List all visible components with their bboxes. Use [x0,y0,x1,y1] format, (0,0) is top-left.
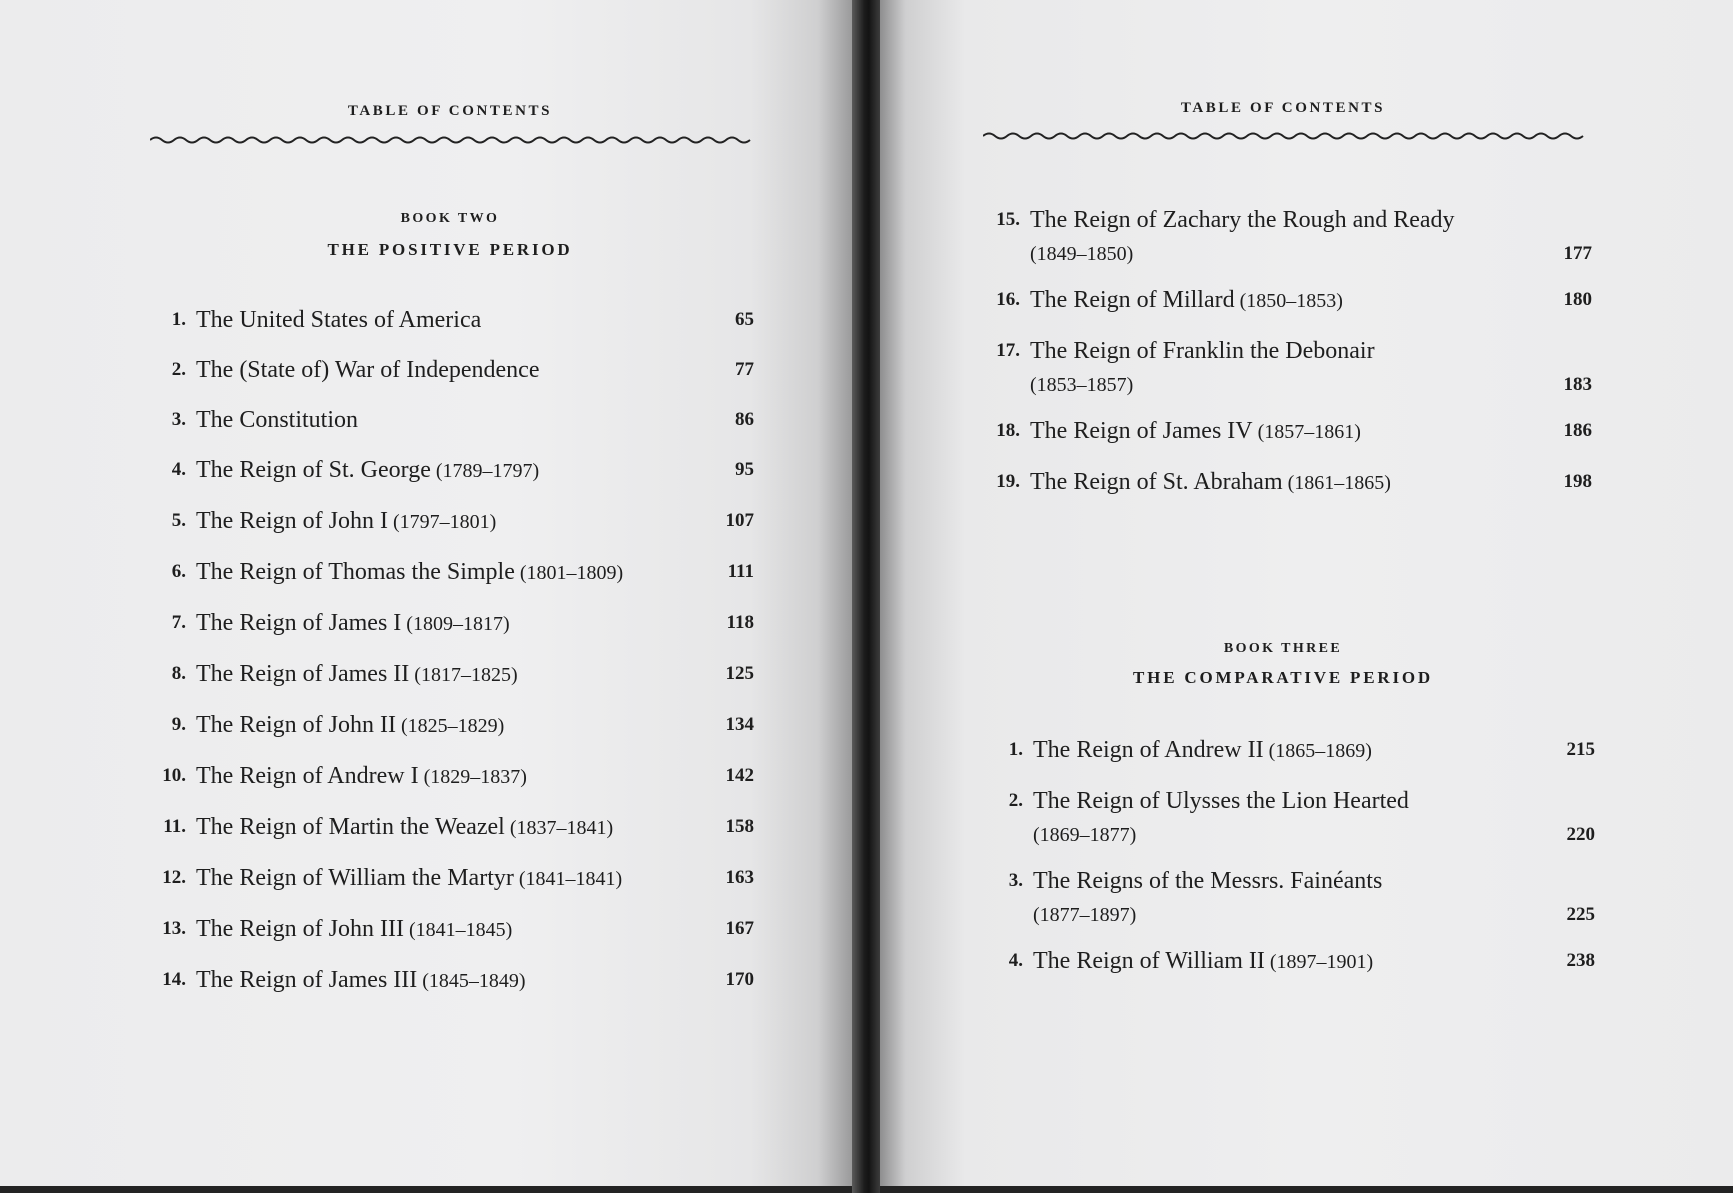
chapter-number: 12. [162,867,186,888]
toc-entry [138,759,754,794]
chapter-title-text: The Reigns of the Messrs. Fainéants [1033,868,1383,894]
chapter-title-text: The Reign of John I [196,508,388,534]
toc-entry [138,912,754,947]
chapter-years: (1841–1845) [403,919,513,941]
chapter-title-text: The Reign of Andrew I [196,763,419,789]
toc-list-left [138,303,754,1014]
chapter-title [196,403,694,437]
chapter-title [196,453,694,488]
toc-entry [972,334,1592,402]
chapter-title-text: The Reign of James I [196,610,402,636]
chapter-number: 17. [996,340,1020,361]
toc-entry [975,944,1595,979]
chapter-years: (1877–1897) [1033,904,1137,926]
chapter-title [1030,334,1532,402]
chapter-number: 2. [171,359,186,380]
chapter-number: 7. [171,612,186,633]
chapter-title-text: The Reign of St. Abraham [1030,469,1283,495]
running-head-right: TABLE OF CONTENTS [1180,100,1386,116]
chapter-number: 4. [171,459,186,480]
chapter-years: (1853–1857) [1030,374,1134,396]
page-number: 125 [725,663,754,684]
chapter-years: (1817–1825) [409,664,518,686]
toc-entry [138,555,754,590]
chapter-number: 14. [162,969,186,990]
page-number: 238 [1566,950,1595,971]
chapter-title-text: The Reign of John II [196,712,396,738]
chapter-title [1033,784,1535,852]
chapter-years: (1897–1901) [1264,951,1374,973]
chapter-title [1033,864,1535,932]
chapter-title [196,708,694,743]
toc-entry [138,657,754,692]
toc-list-right-bottom [975,733,1595,995]
chapter-title [196,861,694,896]
chapter-title [196,963,694,998]
page-number: 220 [1566,824,1595,845]
chapter-title [1033,944,1535,979]
page-number: 65 [735,309,754,330]
chapter-years: (1861–1865) [1282,472,1391,494]
toc-entry [138,403,754,437]
chapter-number: 10. [162,765,186,786]
book-label: BOOK TWO [400,211,500,226]
toc-entry [972,283,1592,318]
chapter-title-text: The Reign of James II [196,661,410,687]
chapter-title-text: The United States of America [196,307,482,333]
chapter-title [196,555,694,590]
running-head-left: TABLE OF CONTENTS [347,103,553,119]
toc-entry [138,810,754,845]
chapter-title [196,606,694,641]
chapter-title-text: The Reign of Martin the Weazel [196,814,505,840]
chapter-title-text: The (State of) War of Independence [196,357,540,383]
page-number: 77 [735,359,754,380]
chapter-years: (1845–1849) [417,970,526,992]
chapter-title-text: The Reign of William II [1033,948,1265,974]
chapter-number: 16. [996,289,1020,310]
page-number: 95 [735,459,754,480]
chapter-title [1030,414,1532,449]
chapter-title [196,657,694,692]
chapter-title [1030,283,1532,318]
toc-entry [138,708,754,743]
book-gutter [852,0,880,1193]
chapter-years: (1841–1841) [513,868,623,890]
chapter-number: 3. [1008,870,1023,891]
chapter-number: 13. [162,918,186,939]
chapter-number: 4. [1008,950,1023,971]
chapter-years: (1869–1877) [1033,824,1137,846]
chapter-title [1030,203,1532,271]
toc-entry [975,733,1595,768]
book-label: BOOK THREE [1223,641,1343,656]
page-number: 183 [1563,374,1592,395]
page-number: 186 [1563,420,1592,441]
chapter-number: 18. [996,420,1020,441]
chapter-title [196,504,694,539]
page-number: 158 [725,816,754,837]
page-number: 198 [1563,471,1592,492]
chapter-years: (1849–1850) [1030,243,1134,265]
page-number: 170 [725,969,754,990]
chapter-title-text: The Reign of Millard [1030,287,1235,313]
chapter-number: 15. [996,209,1020,230]
chapter-number: 19. [996,471,1020,492]
toc-entry [138,353,754,387]
toc-entry [975,784,1595,852]
chapter-years: (1825–1829) [395,715,505,737]
chapter-number: 3. [171,409,186,430]
chapter-title-text: The Reign of William the Martyr [196,865,514,891]
page-number: 107 [725,510,754,531]
chapter-number: 5. [171,510,186,531]
page-number: 215 [1566,739,1595,760]
chapter-number: 9. [171,714,186,735]
page-number: 180 [1563,289,1592,310]
chapter-title-text: The Constitution [196,407,358,433]
chapter-years: (1865–1869) [1263,740,1372,762]
chapter-years: (1789–1797) [430,460,540,482]
toc-entry [972,203,1592,271]
chapter-years: (1850–1853) [1234,290,1343,312]
page-number: 225 [1566,904,1595,925]
chapter-title [1030,465,1532,500]
page-number: 163 [725,867,754,888]
left-page [0,0,852,1186]
page-number: 134 [725,714,754,735]
page-number: 111 [727,561,754,582]
chapter-years: (1837–1841) [504,817,614,839]
page-number: 167 [725,918,754,939]
chapter-number: 6. [171,561,186,582]
chapter-years: (1829–1837) [418,766,527,788]
chapter-years: (1857–1861) [1252,421,1361,443]
period-label: THE COMPARATIVE PERIOD [1133,668,1433,687]
chapter-title-text: The Reign of St. George [196,457,431,483]
chapter-title-text: The Reign of James III [196,967,418,993]
chapter-title [196,912,694,947]
toc-entry [138,606,754,641]
page-number: 86 [735,409,754,430]
chapter-title-text: The Reign of Andrew II [1033,737,1264,763]
wavy-rule-left [150,133,752,147]
page-number: 177 [1563,243,1592,264]
toc-list-right-top [972,203,1592,516]
chapter-years: (1797–1801) [387,511,497,533]
right-page [880,0,1733,1186]
toc-entry [975,864,1595,932]
period-label: THE POSITIVE PERIOD [327,240,573,259]
chapter-title-text: The Reign of John III [196,916,404,942]
chapter-years: (1809–1817) [401,613,510,635]
chapter-title [1033,733,1535,768]
chapter-title-text: The Reign of Ulysses the Lion Hearted [1033,788,1409,814]
toc-entry [138,453,754,488]
page-number: 118 [726,612,754,633]
toc-entry [138,303,754,337]
toc-entry [138,963,754,998]
chapter-number: 2. [1008,790,1023,811]
chapter-title-text: The Reign of James IV [1030,418,1253,444]
chapter-title-text: The Reign of Zachary the Rough and Ready [1030,207,1455,233]
chapter-number: 11. [163,816,186,837]
chapter-number: 1. [1008,739,1023,760]
chapter-number: 8. [171,663,186,684]
chapter-title [196,759,694,794]
chapter-title [196,810,694,845]
chapter-title-text: The Reign of Franklin the Debonair [1030,338,1375,364]
toc-entry [138,504,754,539]
toc-entry [972,414,1592,449]
toc-entry [972,465,1592,500]
chapter-title-text: The Reign of Thomas the Simple [196,559,515,585]
chapter-number: 1. [171,309,186,330]
chapter-title [196,353,694,387]
chapter-title [196,303,694,337]
chapter-years: (1801–1809) [514,562,624,584]
page-number: 142 [725,765,754,786]
wavy-rule-right [983,129,1585,143]
toc-entry [138,861,754,896]
